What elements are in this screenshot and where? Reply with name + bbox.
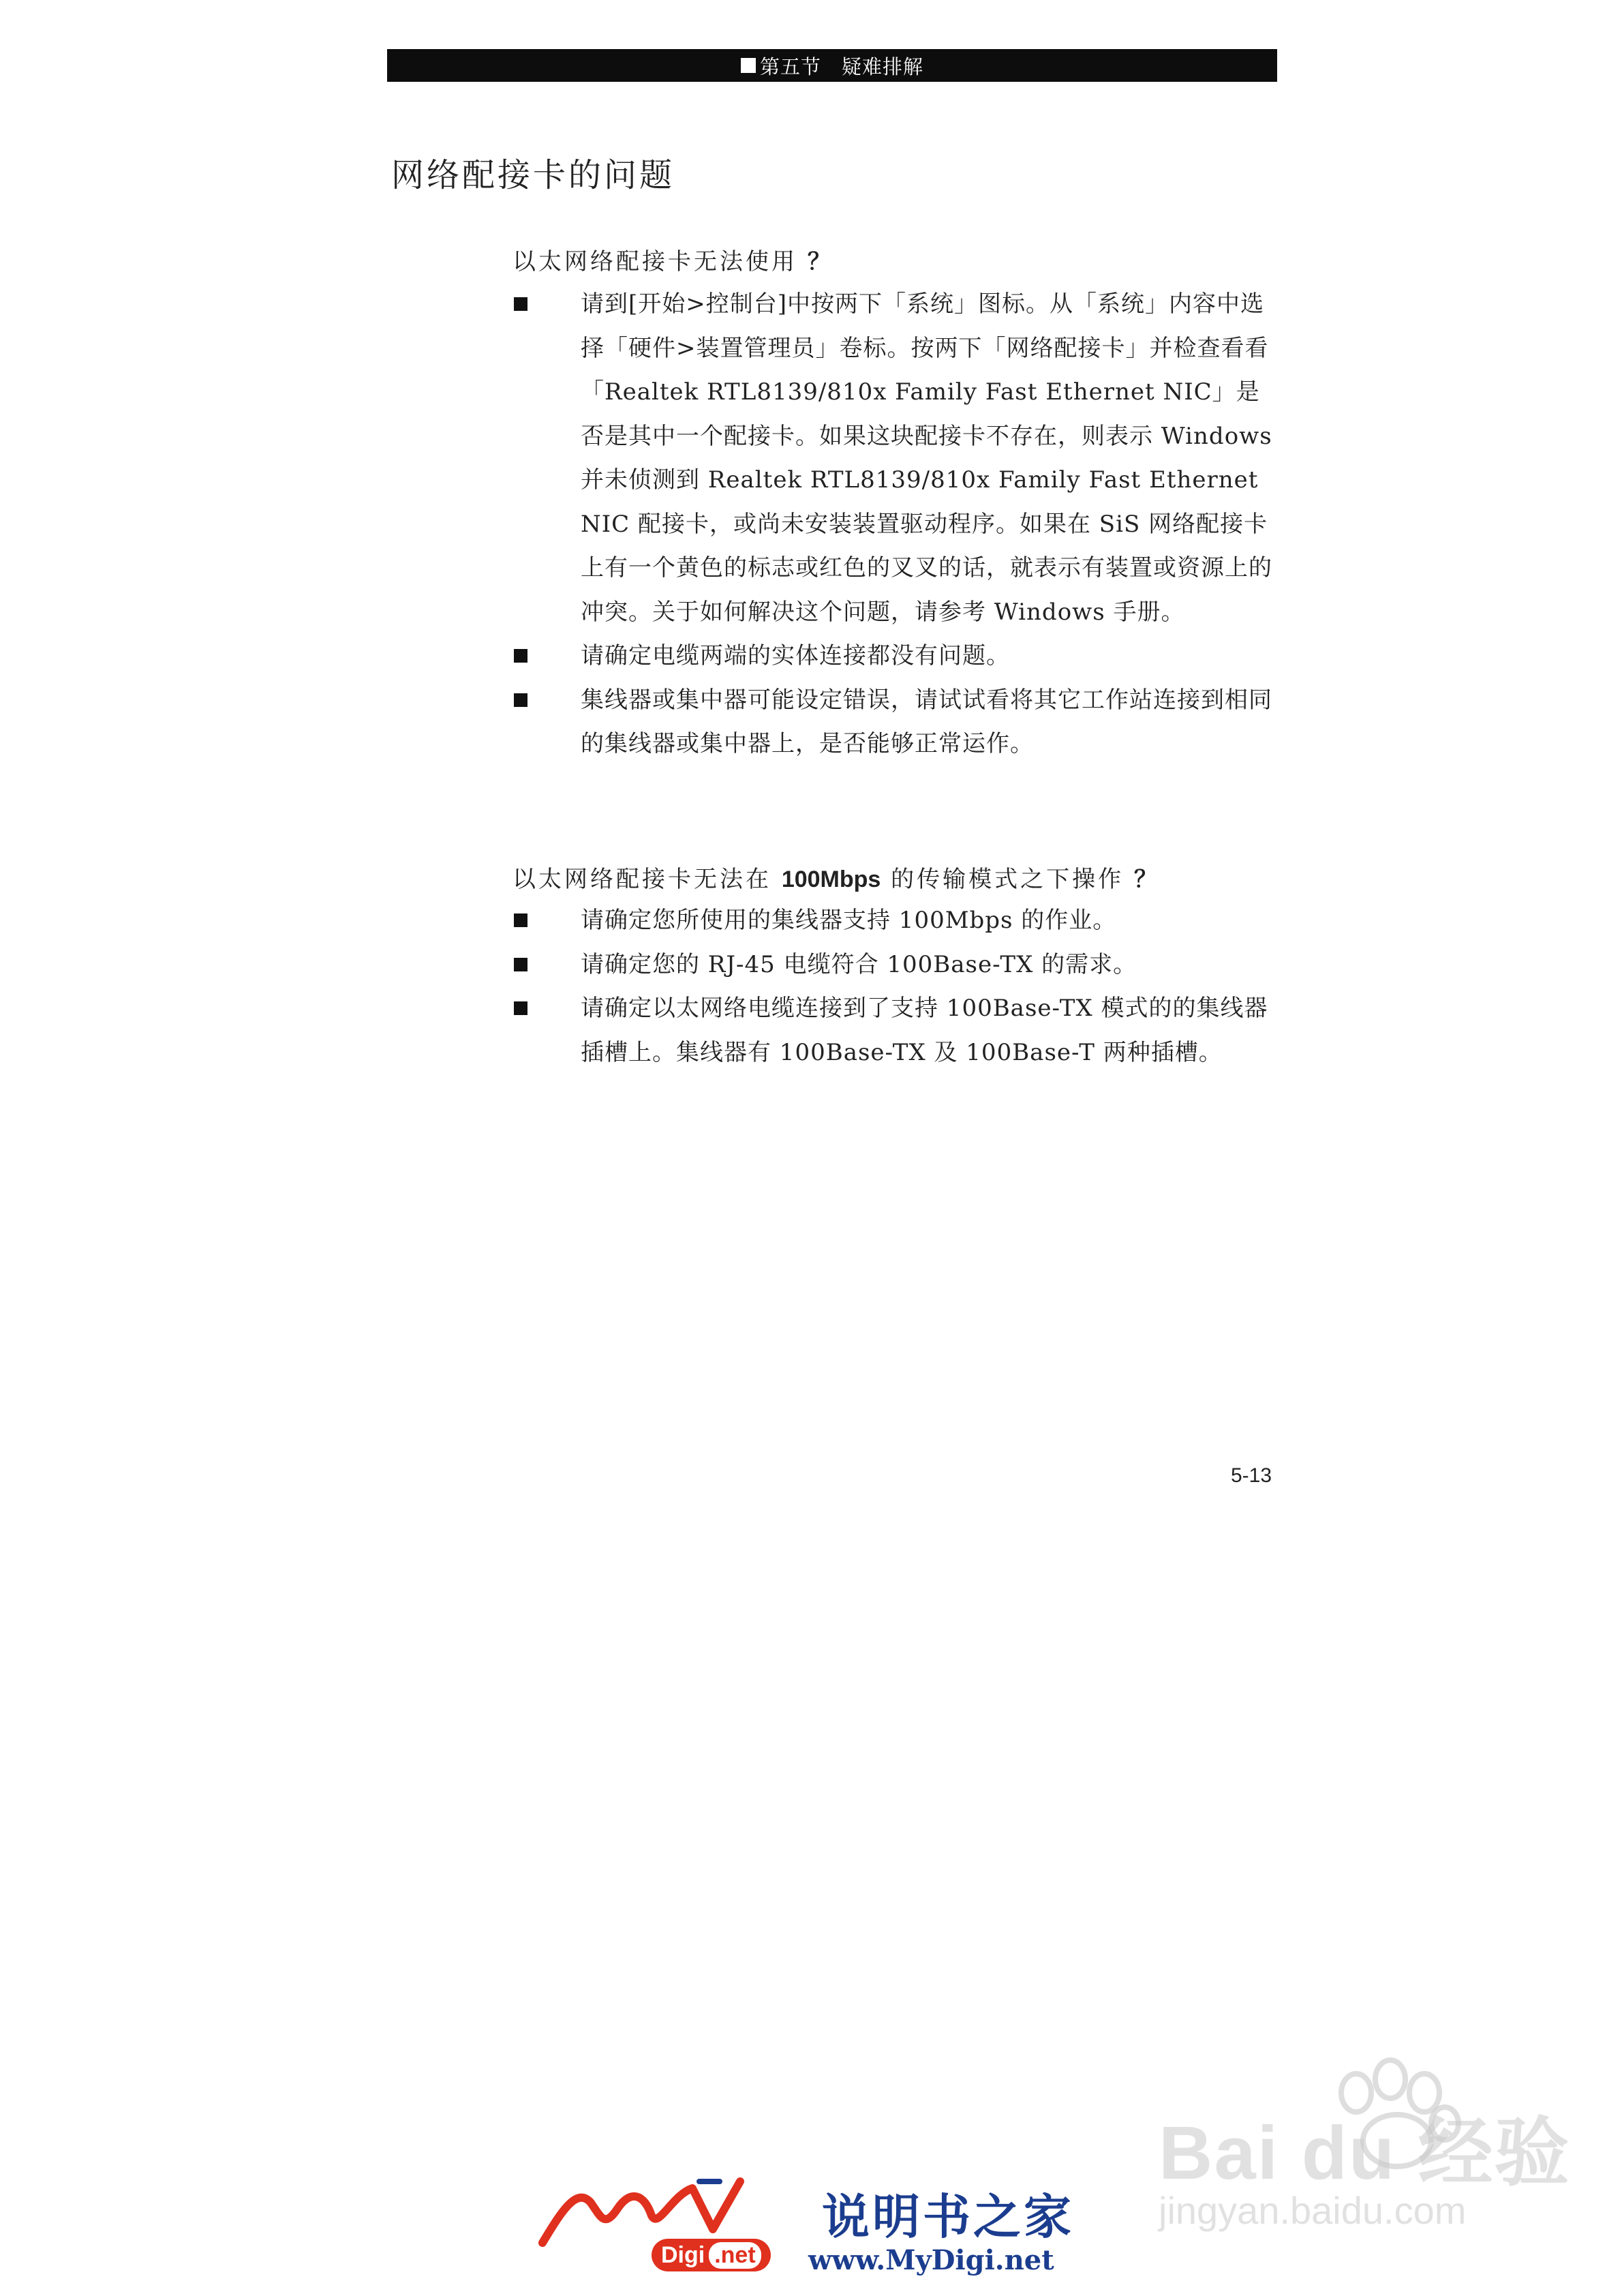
section-2-list <box>512 898 1283 1074</box>
list-item: 请确定您的 RJ-45 电缆符合 100Base-TX 的需求。 <box>512 943 1283 987</box>
question-heading-2 <box>512 860 1157 894</box>
heading-2-q: ？ <box>1133 866 1157 892</box>
square-bullet-icon <box>514 913 527 927</box>
list-item: 请确定您所使用的集线器支持 100Mbps 的作业。 <box>512 898 1283 943</box>
list-item: 请到[开始>控制台]中按两下「系统」图标。从「系统」内容中选择「硬件>装置管理员」卷标。按两下「网络配接卡」并检查看看「Realtek RTL8139/810x Family Fast Ethernet NIC」是否是其中一个配接卡。如果这块配接卡不存在，则表示 Windows 并未侦测到 Realtek RTL8139/810x Family Fast Ethernet NIC 配接卡，或尚未安装装置驱动程序。如果在 SiS 网络配接卡上有一个黄色的标志或红色的叉叉的话，就表示有装置或资源上的冲突。关于如何解决这个问题，请参考 Windows 手册。 <box>512 282 1283 634</box>
page-number: 5-13 <box>1231 1464 1272 1487</box>
digi-net-badge <box>652 2239 771 2271</box>
heading-2-pre: 以太网络配接卡无法在 <box>512 866 771 893</box>
list-item: 集线器或集中器可能设定错误，请试试看将其它工作站连接到相同的集线器或集中器上，是否能够正常运作。 <box>512 678 1283 766</box>
heading-2-post: 的传输模式之下操作 <box>891 866 1124 893</box>
heading-1-q: ？ <box>807 249 831 275</box>
square-bullet-icon <box>514 958 527 971</box>
square-bullet-icon <box>514 649 527 663</box>
page-header <box>387 49 1277 82</box>
page-title: 网络配接卡的问题 <box>391 156 675 194</box>
square-bullet-icon <box>514 693 527 707</box>
square-bullet-icon <box>514 1001 527 1015</box>
heading-1-text: 以太网络配接卡无法使用 <box>512 248 797 275</box>
question-heading-1 <box>512 243 831 276</box>
section-1-list <box>512 282 1283 766</box>
square-bullet-icon <box>514 297 527 311</box>
list-item: 请确定电缆两端的实体连接都没有问题。 <box>512 634 1283 678</box>
watermark-brand: Bai du 经验 <box>1159 2111 1571 2195</box>
digi-text: Digi <box>661 2241 705 2268</box>
list-item: 请确定以太网络电缆连接到了支持 100Base-TX 模式的的集线器插槽上。集线器有 100Base-TX 及 100Base-T 两种插槽。 <box>512 986 1283 1074</box>
watermark-url: jingyan.baidu.com <box>1159 2189 1467 2232</box>
net-text: .net <box>709 2242 761 2269</box>
logo-url: www.MyDigi.net <box>808 2244 1054 2276</box>
heading-2-bold: 100Mbps <box>781 866 881 892</box>
logo-chinese-name: 说明书之家 <box>822 2189 1074 2245</box>
square-bullet-icon <box>741 58 756 73</box>
header-title: 第五节 疑难排解 <box>759 55 923 78</box>
